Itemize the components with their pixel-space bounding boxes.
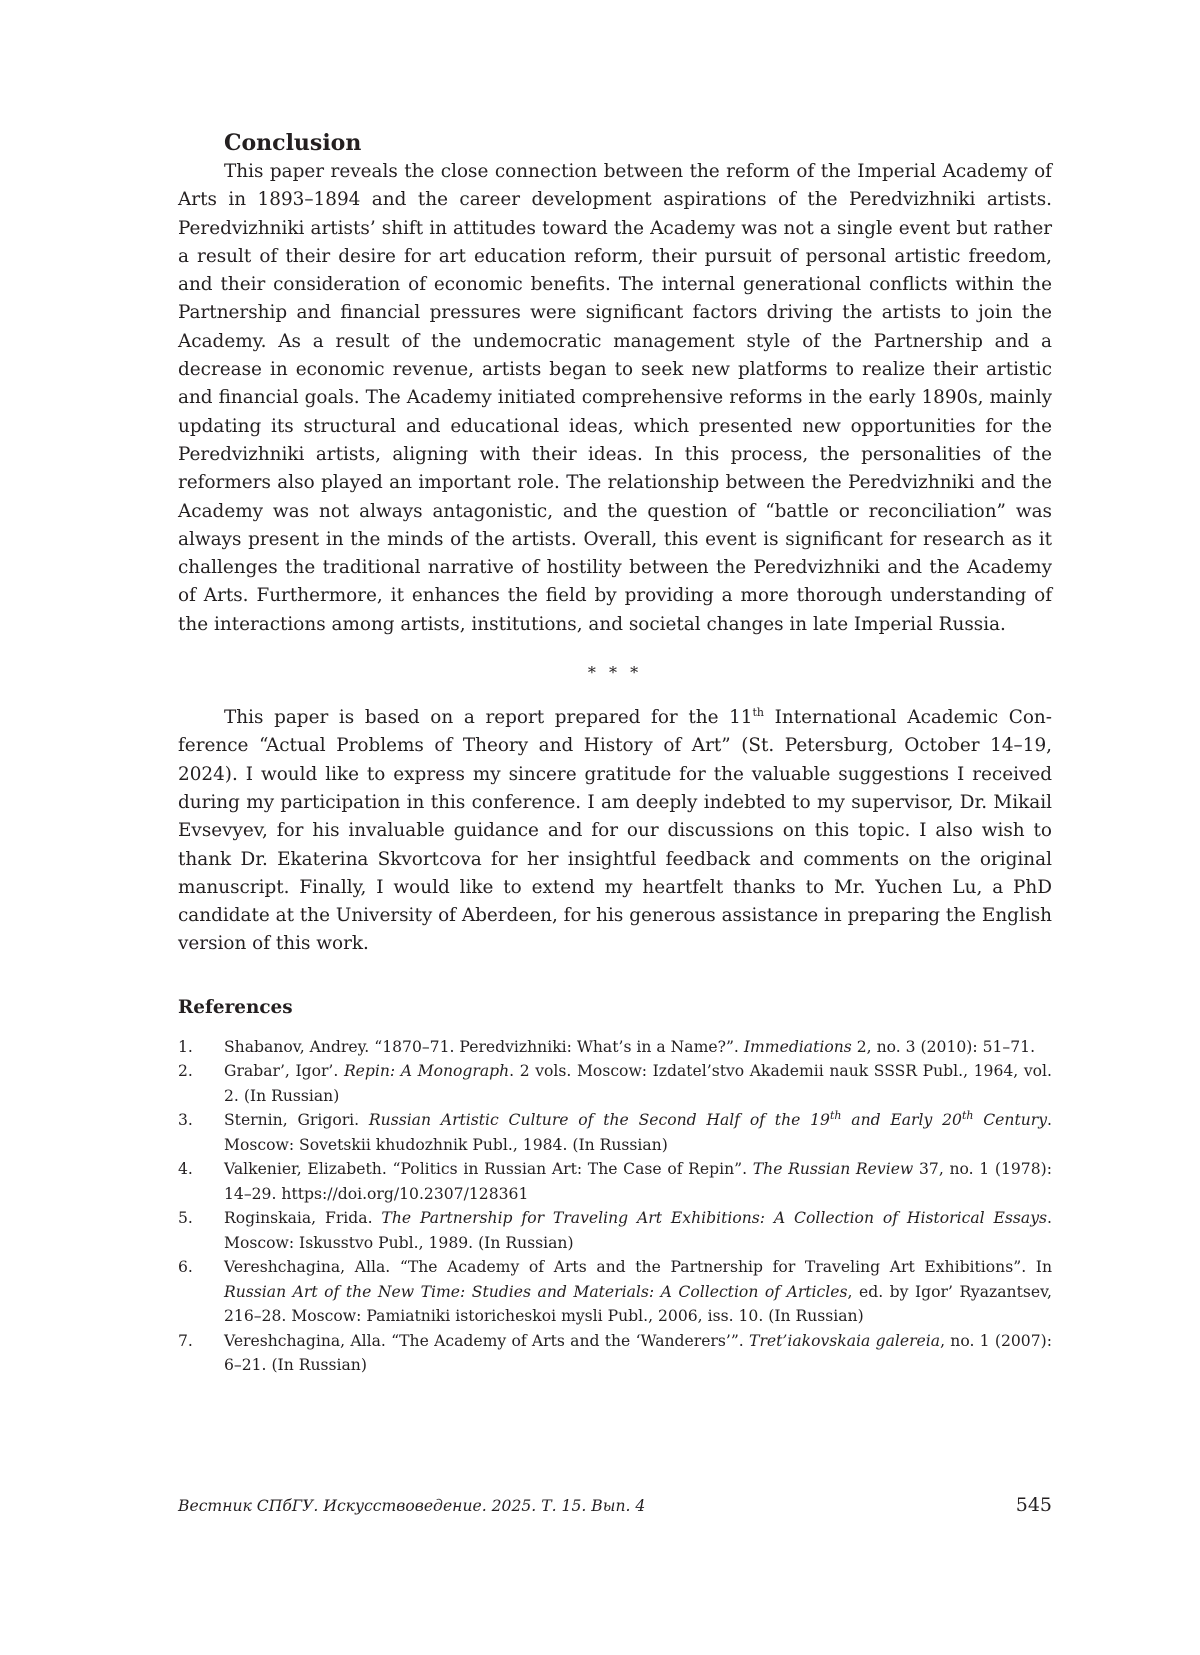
reference-number: 1. (178, 1037, 193, 1056)
reference-text: Vereshchagina, Alla. “The Academy of Arts and the Partnership for Traveling Art Exhibitions”. In Russian Art of the New Time: Studies and Materials: A Collection of Articles, ed. by Igor’ Ryazantsev, 216–28. Moscow: Pamiatniki istoricheskoi mysli Publ., 2006, iss. 10. (In Russian) (224, 1258, 1052, 1326)
reference-number: 4. (178, 1160, 193, 1179)
page-number: 545 (1015, 1494, 1052, 1516)
acknowledgement-text-start: This paper is based on a report prepared for the 11 (224, 707, 753, 729)
reference-item (178, 1108, 1052, 1157)
acknowledgement-paragraph (178, 704, 1052, 959)
reference-text: Shabanov, Andrey. “1870–71. Peredvizhniki: What’s in a Name?”. Immediations 2, no. 3 (2010): 51–71. (224, 1037, 1036, 1056)
reference-title-italic: Repin: A Monograph (343, 1062, 510, 1081)
reference-text: Roginskaia, Frida. The Partnership for Traveling Art Exhibitions: A Collection of Historical Essays. Moscow: Iskusstvo Publ., 1989. (In Russian) (224, 1209, 1052, 1252)
reference-item (178, 1035, 1052, 1060)
reference-number: 7. (178, 1331, 193, 1350)
reference-number: 6. (178, 1258, 193, 1277)
reference-number: 3. (178, 1111, 193, 1130)
reference-item (178, 1255, 1052, 1329)
reference-title-italic: Russian Artistic Culture of the Second Half of the 19th and Early 20th Century (368, 1109, 1048, 1130)
section-title-conclusion: Conclusion (224, 130, 362, 156)
reference-text: Grabar’, Igor’. Repin: A Monograph. 2 vols. Moscow: Izdatel’stvo Akademii nauk SSSR Publ., 1964, vol. 2. (In Russian) (224, 1062, 1052, 1105)
journal-name: Вестник СПбГУ. Искусствоведение. 2025. Т. 15. Вып. 4 (178, 1497, 646, 1515)
reference-title-italic: Tret’iakovskaia galereia (749, 1331, 941, 1350)
references-list (178, 1035, 1052, 1378)
acknowledgement-superscript: th (752, 705, 765, 719)
reference-title-italic: The Russian Review (752, 1160, 914, 1179)
acknowledgement-text-rest: International Academic Conference “Actual Problems of Theory and History of Art” (St. Petersburg, October 14–19, 2024). I would like to express my sincere gratitude for the valuable suggestions I received during my participation in this conference. I am deeply indebted to my supervisor, Dr. Mikail Evsevyev, for his invaluable guidance and for our discussions on this topic. I also wish to thank Dr. Ekaterina Skvortcova for her insightful feedback and comments on the original manuscript. Finally, I would like to extend my heartfelt thanks to Mr. Yuchen Lu, a PhD candidate at the University of Aberdeen, for his generous assistance in preparing the English version of this work. (178, 707, 1052, 955)
reference-title-italic: The Partnership for Traveling Art Exhibitions: A Collection of Historical Essays (381, 1209, 1048, 1228)
reference-text: Valkenier, Elizabeth. “Politics in Russian Art: The Case of Repin”. The Russian Review 37, no. 1 (1978): 14–29. https://doi.org/10.2307/128361 (224, 1160, 1052, 1203)
reference-text: Sternin, Grigori. Russian Artistic Culture of the Second Half of the 19th and Early 20th Century. Moscow: Sovetskii khudozhnik Publ., 1984. (In Russian) (224, 1109, 1053, 1154)
section-separator: * * * (587, 663, 643, 683)
reference-title-italic: Russian Art of the New Time: Studies and Materials: A Collection of Articles (224, 1282, 848, 1301)
reference-item (178, 1329, 1052, 1378)
reference-text: Vereshchagina, Alla. “The Academy of Arts and the ‘Wanderers’”. Tret’iakovskaia galereia, no. 1 (2007): 6–21. (In Russian) (224, 1331, 1052, 1375)
page-content (178, 128, 1052, 1378)
reference-title-italic: Immediations (743, 1037, 852, 1056)
references-title: References (178, 996, 293, 1018)
reference-item (178, 1206, 1052, 1255)
reference-number: 2. (178, 1062, 193, 1081)
reference-item (178, 1157, 1052, 1206)
conclusion-paragraph: This paper reveals the close connection between the reform of the Imperial Academy of Arts in 1893–1894 and the career development aspirations of the Peredvizhniki artists. Peredvizhniki artists’ shift in attitudes toward the Academy was not a single event but rather a result of their desire for art education reform, their pursuit of personal artistic freedom, and their consideration of economic benefits. The internal generational conflicts within the Partnership and financial pressures were significant factors driving the artists to join the Academy. As a result of the undemocratic management style of the Partnership and a decrease in economic revenue, artists began to seek new platforms to realize their artistic and financial goals. The Academy initiated comprehensive reforms in the early 1890s, mainly updating its structural and educational ideas, which presented new opportunities for the Peredvizhniki artists, aligning with their ideas. In this process, the personalities of the reformers also played an important role. The relationship between the Peredvizhniki and the Academy was not always antagonistic, and the question of “battle or reconciliation” was always present in the minds of the artists. Overall, this event is significant for research as it challenges the traditional narrative of hostility between the Peredvizhniki and the Academy of Arts. Furthermore, it enhances the field by providing a more thorough understanding of the interactions among artists, institutions, and societal changes in late Imperial Russia. (178, 161, 1052, 635)
reference-number: 5. (178, 1209, 193, 1228)
reference-item (178, 1059, 1052, 1108)
page-footer (178, 1494, 1052, 1516)
